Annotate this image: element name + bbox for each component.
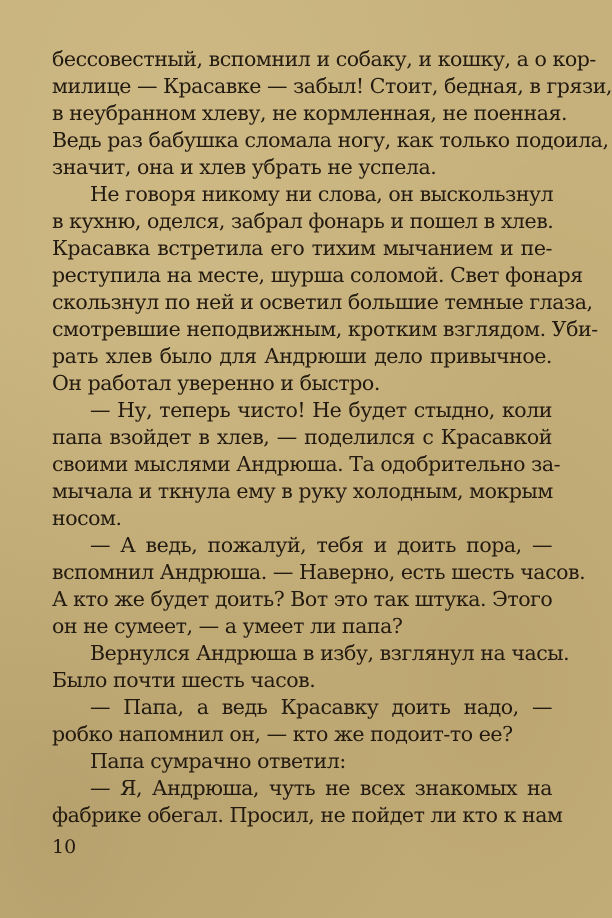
text-line: значит, она и хлев убрать не успела.	[52, 155, 437, 179]
page-number: 10	[52, 836, 77, 858]
text-line: папа взойдет в хлев, — поделился с Красавкой	[52, 425, 552, 449]
text-line: в кухню, оделся, забрал фонарь и пошел в хлев.	[52, 209, 554, 233]
text-line: А кто же будет доить? Вот это так штука. Этого	[52, 587, 553, 611]
text-line: — Папа, а ведь Красавку доить надо, —	[90, 695, 552, 719]
text-line: Он работал уверенно и быстро.	[52, 371, 380, 395]
text-line: — Ну, теперь чисто! Не будет стыдно, коли	[90, 398, 552, 422]
text-line: он не сумеет, — а умеет ли папа?	[52, 614, 403, 638]
text-line: в неубранном хлеву, не кормленная, не поенная.	[52, 101, 568, 125]
text-line: робко напомнил он, — кто же подоит-то ее?	[52, 722, 513, 746]
text-line: милице — Красавке — забыл! Стоит, бедная, в грязи,	[52, 74, 612, 98]
page-text	[52, 46, 612, 829]
text-line: — А ведь, пожалуй, тебя и доить пора, —	[90, 533, 552, 557]
text-line: реступила на месте, шурша соломой. Свет фонаря	[52, 263, 583, 287]
text-line: фабрике обегал. Просил, не пойдет ли кто к нам	[52, 803, 563, 827]
text-line: своими мыслями Андрюша. Та одобрительно за-	[52, 452, 561, 476]
text-line: мычала и ткнула ему в руку холодным, мокрым	[52, 479, 553, 503]
text-line: рать хлев было для Андрюши дело привычное.	[52, 344, 552, 368]
text-line: носом.	[52, 506, 122, 530]
text-line: вспомнил Андрюша. — Наверно, есть шесть часов.	[52, 560, 586, 584]
text-line: Было почти шесть часов.	[52, 668, 316, 692]
text-line: Не говоря никому ни слова, он выскользнул	[90, 182, 554, 206]
text-line: — Я, Андрюша, чуть не всех знакомых на	[90, 776, 552, 800]
text-line: Красавка встретила его тихим мычанием и пе-	[52, 236, 552, 260]
text-line: скользнул по ней и осветил большие темные глаза,	[52, 290, 593, 314]
text-line: Папа сумрачно ответил:	[90, 749, 346, 773]
text-line: смотревшие неподвижным, кротким взглядом. Уби-	[52, 317, 598, 341]
text-line: Ведь раз бабушка сломала ногу, как только подоила,	[52, 128, 609, 152]
text-line: бессовестный, вспомнил и собаку, и кошку, а о кор-	[52, 47, 596, 71]
text-line: Вернулся Андрюша в избу, взглянул на часы.	[90, 641, 570, 665]
